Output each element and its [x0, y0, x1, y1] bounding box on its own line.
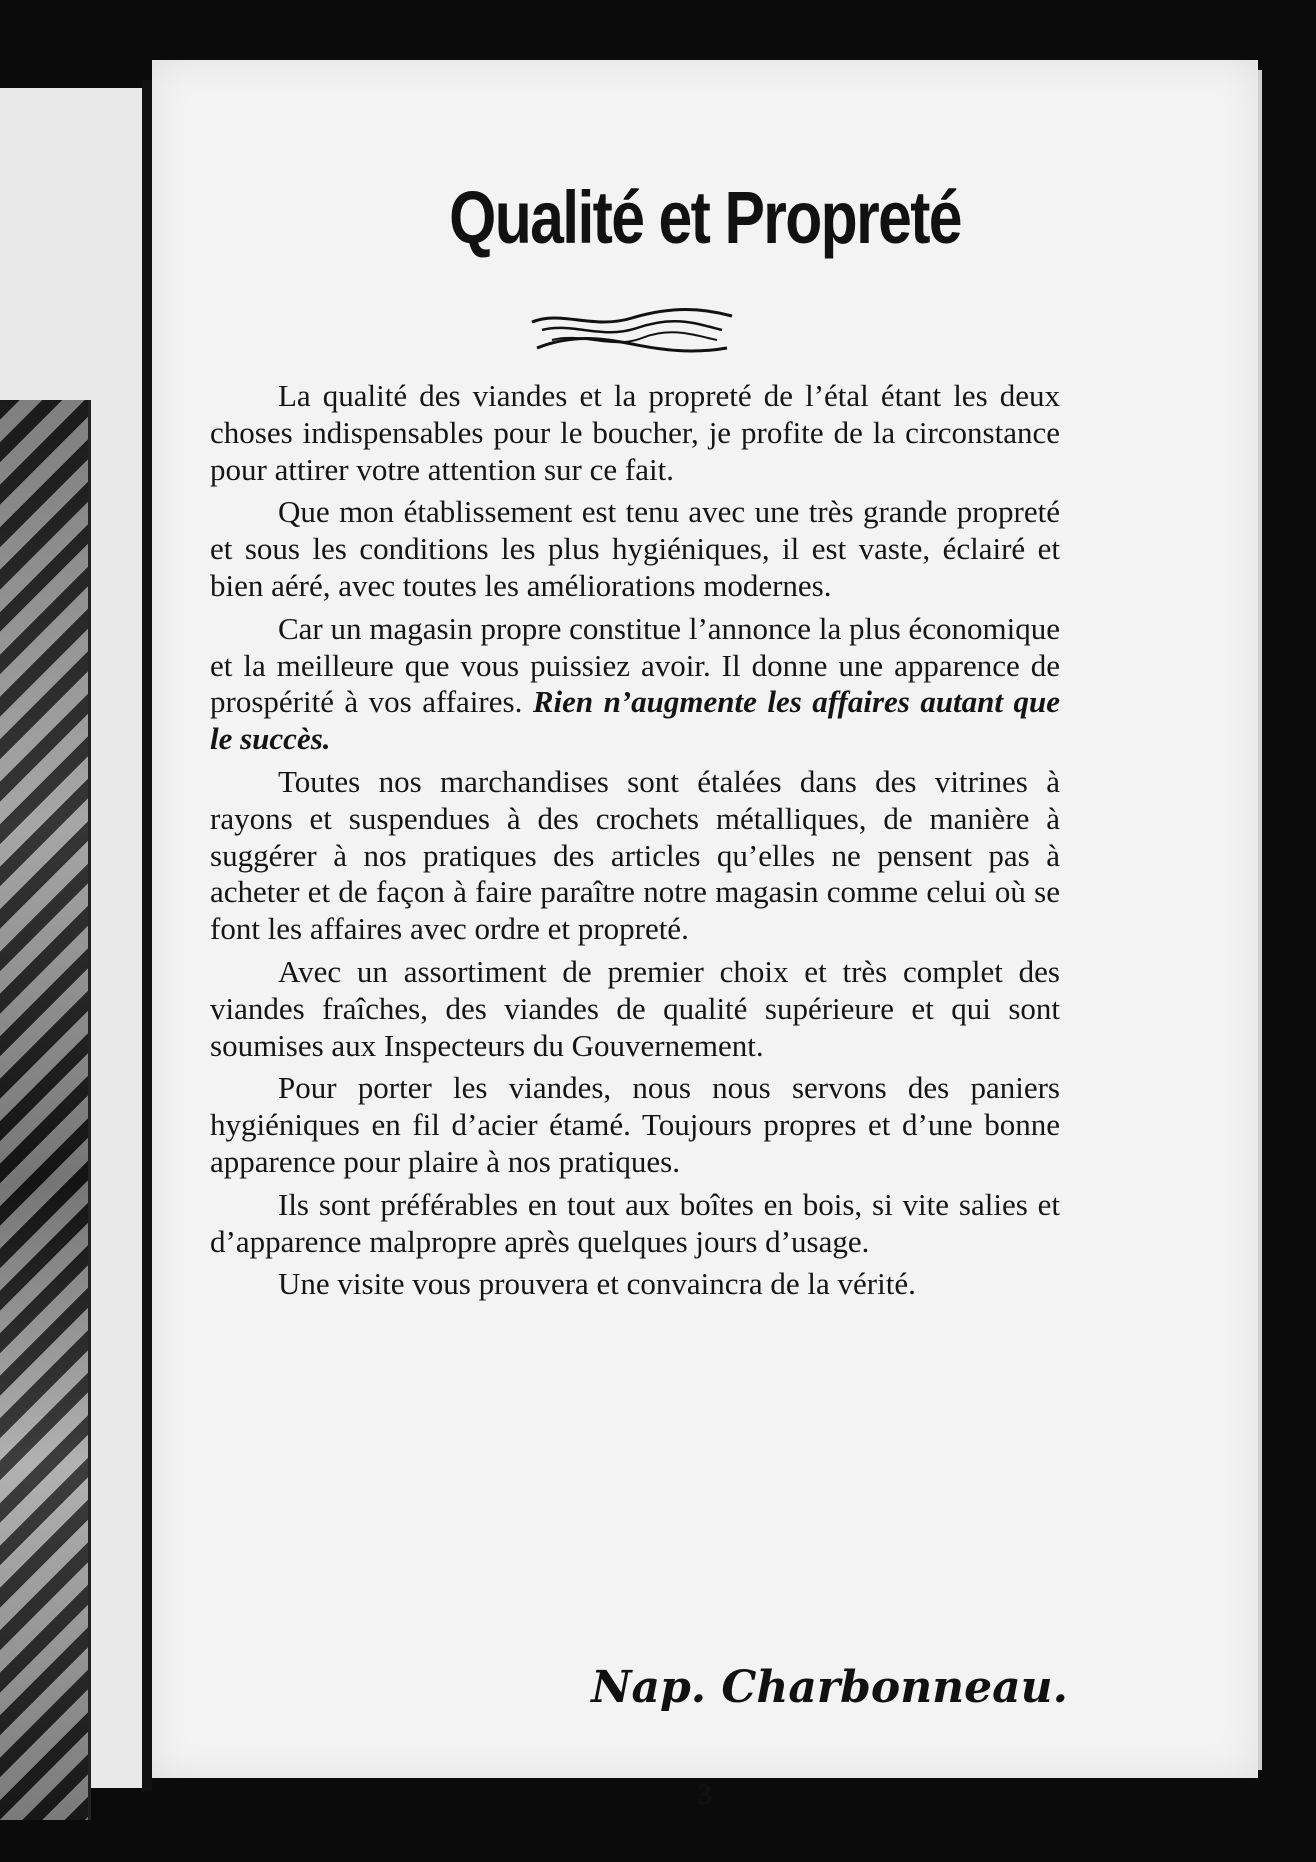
left-facing-page	[0, 88, 146, 1788]
body-text	[210, 378, 1060, 1303]
paragraph-baskets: Pour porter les viandes, nous nous servons des paniers hygiéniques en fil d’acier étamé. Toujours propres et d’une bonne apparence pour plaire à nos pratiques.	[210, 1070, 1060, 1179]
document-page	[152, 60, 1258, 1811]
paragraph-clean-store	[210, 611, 1060, 758]
paragraph-visit: Une visite vous prouvera et convaincra de la vérité.	[278, 1266, 916, 1302]
page-number: 3	[697, 1778, 713, 1811]
paragraph-merchandise: Toutes nos marchandises sont étalées dans des vitrines à rayons et suspendues à des crochets métalliques, de manière à suggérer à nos pratiques des articles qu’elles ne pensent pas à acheter et de façon à faire paraître notre magasin comme celui où se font les affaires avec ordre et propreté.	[210, 763, 1060, 947]
signature: Nap. Charbonneau.	[591, 1662, 1068, 1713]
paragraph-clean-store-emphasis: Rien n’augmente les affaires autant que le succès.	[210, 684, 1060, 757]
paragraph-assortment: Avec un assortiment de premier choix et très complet des viandes fraîches, des viandes de qualité supérieure et qui sont soumises aux Inspecteurs du Gouvernement.	[210, 953, 1060, 1063]
wave-ornament-icon	[522, 300, 742, 370]
left-page-photo	[0, 400, 91, 1820]
page-edge	[1258, 70, 1262, 1770]
book-gutter	[142, 80, 152, 1790]
paragraph-clean-store-text: Car un magasin propre constitue l’annonce la plus économique et la meilleure que vous puissiez avoir. Il donne une apparence de prospérité à vos affaires.	[210, 610, 1060, 720]
paragraph-establishment: Que mon établissement est tenu avec une très grande propreté et sous les conditions les plus hygiéniques, il est vaste, éclairé et bien aéré, avec toutes les améliorations modernes.	[210, 494, 1060, 603]
page-title: Qualité et Propreté	[449, 176, 961, 259]
paragraph-wooden-boxes: Ils sont préférables en tout aux boîtes en bois, si vite salies et d’apparence malpropre après quelques jours d’usage.	[210, 1186, 1060, 1259]
paragraph-quality: La qualité des viandes et la propreté de l’étal étant les deux choses indispensables pour le boucher, je profite de la circonstance pour attirer votre attention sur ce fait.	[210, 378, 1060, 487]
